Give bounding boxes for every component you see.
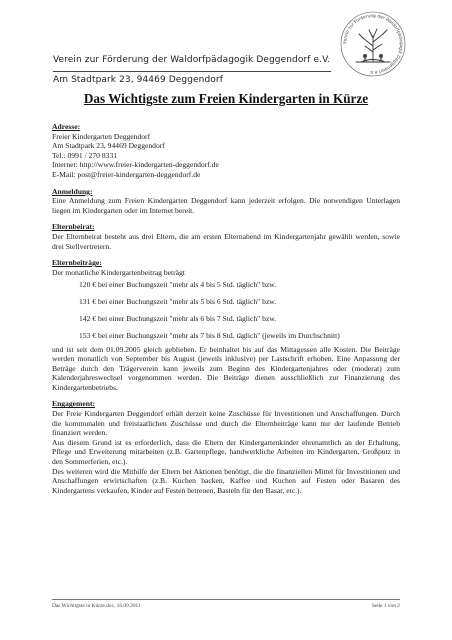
seal-logo-icon (339, 10, 407, 78)
section-heading-address: Adresse: (52, 122, 81, 131)
parents-council-text: Der Elternbeirat besteht aus drei Eltern, die am ersten Elternabend im Kindergartenjahr gewählt werden, sowie drei Stellvertretern. (52, 231, 400, 251)
fee-item: 142 € bei einer Buchungszeit "mehr als 6 bis 7 Std. täglich" bzw. (79, 313, 277, 323)
org-address: Am Stadtpark 23, 94469 Deggendorf (53, 75, 223, 85)
address-line: Am Stadtpark 23, 94469 Deggendorf (52, 141, 165, 151)
footer-filename: Das Wichtigste in Kürze.doc, 16.09.2011 (52, 603, 141, 609)
address-line: E-Mail: post@freier-kindergarten-deggendorf.de (52, 169, 201, 179)
fee-item: 153 € bei einer Buchungszeit "mehr als 7 bis 8 Std. täglich" (jeweils im Durchschnitt) (79, 330, 340, 340)
fee-item: 131 € bei einer Buchungszeit "mehr als 5 bis 6 Std. täglich" bzw. (79, 297, 277, 307)
page-title: Das Wichtigste zum Freien Kindergarten in Kürze (83, 90, 369, 106)
seal-text: Verein zur Förderung der Waldorfpädagogik Deggendorf e.V. (342, 13, 404, 75)
footer-page-number: Seite 1 von 2 (371, 603, 400, 609)
org-name: Verein zur Förderung der Waldorfpädagogik Deggendorf e.V. (53, 55, 331, 65)
header-divider (53, 71, 331, 72)
engagement-paragraph: Des weiteren wird die Mithilfe der Eltern bei Aktionen benötigt, die die finanziellen Mittel für Investitionen und Anschaffungen erwirtschaften (z.B. Kuchen backen, Kaffee und Kuchen auf Festen oder Basaren des Kindergartens verkaufen, Kinder auf Festen betreuen, Basteln für den Basar, etc.). (52, 466, 400, 495)
section-heading-registration: Anmeldung: (52, 186, 93, 196)
engagement-paragraph: Aus diesem Grund ist es erforderlich, dass die Eltern der Kindergartenkinder ehrenamtlich an der Erhaltung, Pflege und Erweiterung mitarbeiten (z.B. Gartenpflege, handwerkliche Arbeiten im Kindergarten, Großputz in den Sommerferien, etc.). (52, 437, 400, 467)
engagement-paragraph: Der Freie Kindergarten Deggendorf erhält derzeit keine Zuschüsse für Investitionen und Anschaffungen. Durch die kommunalen und freistaatlichen Zuschüsse und durch die Elternbeiträge kann nur der laufende Betrieb finanziert werden. (52, 409, 400, 438)
fee-item: 120 € bei einer Buchungszeit "mehr als 4 bis 5 Std. täglich" bzw. (79, 280, 277, 290)
section-heading-engagement: Engagement: (52, 399, 96, 409)
section-heading-parents-council: Elternbeirat: (52, 222, 95, 232)
document-body (52, 122, 400, 495)
address-line: Freier Kindergarten Deggendorf (52, 131, 151, 141)
section-heading-fees: Elternbeiträge: (52, 258, 102, 268)
fees-intro: Der monatliche Kindergartenbeitrag beträgt (52, 267, 185, 277)
footer-divider (52, 599, 400, 600)
address-line: Internet: http://www.freier-kindergarten-deggendorf.de (52, 160, 219, 170)
fees-text: und ist seit dem 01.09.2005 gleich geblieben. Er beinhaltet bis auf das Mittagessen alle Kosten. Die Beiträge werden monatlich von September bis August (jeweils inklusive) per Lastschrift erhoben. Eine Anpassung der Beträge durch den Trägerverein kann jeweils zum Beginn des Kindergartenjahres oder (moderat) zum Kalenderjahreswechsel vorgenommen werden. Die Beiträge dienen ausschließlich zur Finanzierung des Kindergartenbetriebs. (52, 344, 400, 392)
address-line: Tel.: 0991 / 270 8331 (52, 150, 118, 160)
registration-text: Eine Anmeldung zum Freien Kindergarten Deggendorf kann jederzeit erfolgen. Die notwendigen Unterlagen liegen im Kindergarten oder im Internet bereit. (52, 196, 400, 215)
